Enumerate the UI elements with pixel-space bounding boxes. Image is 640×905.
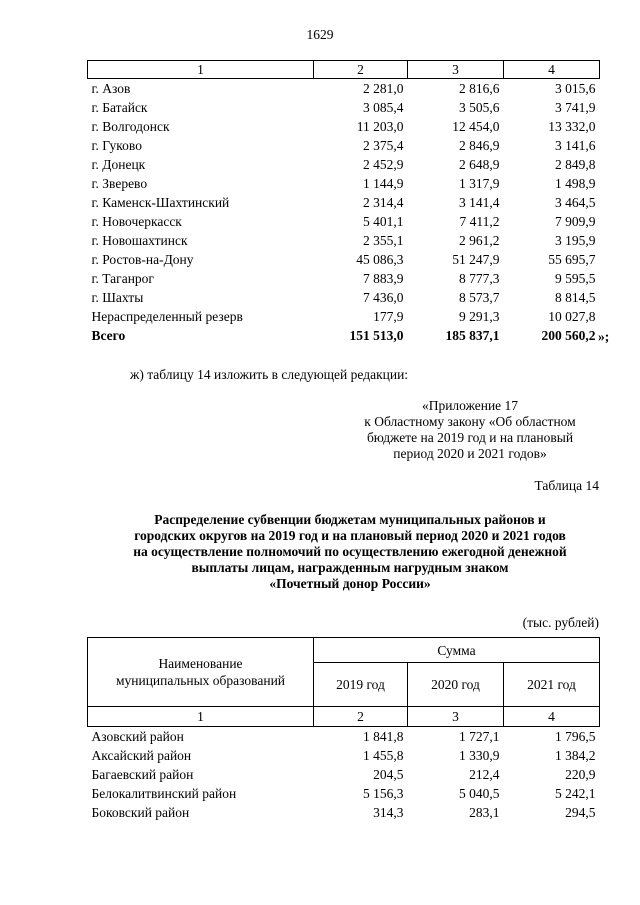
value-2021: 2 849,8	[555, 157, 596, 172]
column-number: 1	[88, 707, 314, 727]
value-2020: 212,4	[469, 767, 500, 782]
table-row	[88, 98, 600, 117]
table-row	[88, 155, 600, 174]
value-2021: 8 814,5	[555, 290, 596, 305]
row-name: г. Донецк	[91, 157, 146, 172]
value-2019: 2 452,9	[363, 157, 404, 172]
value-2019: 45 086,3	[356, 252, 404, 267]
column-header-year: 2019 год	[314, 663, 408, 707]
row-name: г. Новочеркасск	[91, 214, 182, 229]
appendix-line: бюджете на 2019 год и на плановый	[366, 430, 574, 445]
value-2019: 2 375,4	[363, 138, 404, 153]
header-line: муниципальных образований	[115, 673, 286, 688]
table-row	[88, 746, 600, 765]
row-name: Аксайский район	[91, 748, 192, 763]
header-cell: 4	[504, 61, 600, 79]
value-2019: 204,5	[373, 767, 404, 782]
table-row	[88, 727, 600, 747]
value-2019: 3 085,4	[363, 100, 404, 115]
row-name: Белокалитвинский район	[91, 786, 237, 801]
units-label: (тыс. рублей)	[522, 615, 599, 630]
value-2019: 2 355,1	[363, 233, 404, 248]
table-row	[88, 193, 600, 212]
value-2020: 3 141,4	[459, 195, 500, 210]
table-13-continuation	[87, 60, 600, 345]
table-row	[88, 231, 600, 250]
value-2020: 2 846,9	[459, 138, 500, 153]
table-row	[88, 269, 600, 288]
value-2021: 3 195,9	[555, 233, 596, 248]
row-name: г. Новошахтинск	[91, 233, 188, 248]
total-2019: 151 513,0	[349, 328, 404, 343]
header-line: Наименование	[158, 656, 243, 671]
row-name: Азовский район	[91, 729, 184, 744]
value-2019: 7 436,0	[363, 290, 404, 305]
value-2019: 177,9	[373, 309, 404, 324]
column-header-year: 2020 год	[408, 663, 504, 707]
value-2020: 2 961,2	[459, 233, 500, 248]
value-2019: 1 841,8	[363, 729, 404, 744]
total-label: Всего	[91, 328, 126, 343]
page-number: 1629	[306, 27, 334, 42]
value-2020: 8 777,3	[459, 271, 500, 286]
table-row	[88, 250, 600, 269]
value-2021: 3 015,6	[555, 81, 596, 96]
column-number: 2	[314, 707, 408, 727]
value-2021: 1 796,5	[555, 729, 596, 744]
value-2020: 1 317,9	[459, 176, 500, 191]
appendix-reference	[340, 398, 600, 462]
heading-line: на осуществление полномочий по осуществлению ежегодной денежной	[133, 544, 567, 559]
value-2020: 12 454,0	[452, 119, 500, 134]
value-2020: 283,1	[469, 805, 500, 820]
value-2021: 294,5	[565, 805, 596, 820]
table-row	[88, 288, 600, 307]
row-name: г. Зверево	[91, 176, 148, 191]
row-name: г. Каменск-Шахтинский	[91, 195, 230, 210]
value-2021: 1 384,2	[555, 748, 596, 763]
table-row	[88, 765, 600, 784]
row-name: Боковский район	[91, 805, 190, 820]
value-2020: 1 330,9	[459, 748, 500, 763]
value-2019: 1 144,9	[363, 176, 404, 191]
column-header-sum: Сумма	[314, 638, 600, 663]
column-header-name	[88, 638, 314, 707]
row-name: Багаевский район	[91, 767, 194, 782]
header-cell: 2	[314, 61, 408, 79]
value-2020: 2 648,9	[459, 157, 500, 172]
table-heading	[60, 512, 640, 592]
value-2020: 1 727,1	[459, 729, 500, 744]
value-2021: 9 595,5	[555, 271, 596, 286]
value-2019: 5 401,1	[363, 214, 404, 229]
value-2021: 1 498,9	[555, 176, 596, 191]
table-row	[88, 803, 600, 822]
value-2019: 314,3	[373, 805, 404, 820]
row-name: г. Волгодонск	[91, 119, 170, 134]
value-2019: 1 455,8	[363, 748, 404, 763]
column-number: 4	[504, 707, 600, 727]
table-header-row	[88, 61, 600, 79]
table-14	[87, 637, 600, 822]
row-name: г. Ростов-на-Дону	[91, 252, 194, 267]
value-2019: 7 883,9	[363, 271, 404, 286]
value-2020: 9 291,3	[459, 309, 500, 324]
table-row	[88, 784, 600, 803]
column-header-year: 2021 год	[504, 663, 600, 707]
table-row	[88, 174, 600, 193]
row-name: г. Батайск	[91, 100, 148, 115]
value-2021: 3 464,5	[555, 195, 596, 210]
value-2019: 2 281,0	[363, 81, 404, 96]
column-number: 3	[408, 707, 504, 727]
table-row	[88, 136, 600, 155]
total-2021: 200 560,2	[541, 328, 596, 343]
value-2021: 10 027,8	[548, 309, 596, 324]
column-number-row	[88, 707, 600, 727]
heading-line: Распределение субвенции бюджетам муниципальных районов и	[154, 512, 546, 527]
value-2020: 8 573,7	[459, 290, 500, 305]
appendix-line: «Приложение 17	[421, 398, 519, 413]
header-cell: 1	[88, 61, 314, 79]
value-2020: 7 411,2	[459, 214, 500, 229]
row-name: г. Шахты	[91, 290, 144, 305]
value-2019: 5 156,3	[363, 786, 404, 801]
value-2021: 13 332,0	[548, 119, 596, 134]
value-2020: 51 247,9	[452, 252, 500, 267]
appendix-line: к Областному закону «Об областном	[364, 414, 576, 429]
value-2020: 2 816,6	[459, 81, 500, 96]
table-row	[88, 117, 600, 136]
header-cell: 3	[408, 61, 504, 79]
amendment-instruction: ж) таблицу 14 изложить в следующей редакции:	[130, 367, 409, 382]
value-2021: 3 741,9	[555, 100, 596, 115]
value-2019: 11 203,0	[356, 119, 404, 134]
row-name: г. Таганрог	[91, 271, 154, 286]
row-name: г. Азов	[91, 81, 131, 96]
heading-line: городских округов на 2019 год и на плановый период 2020 и 2021 годов	[134, 528, 566, 543]
value-2020: 3 505,6	[459, 100, 500, 115]
appendix-line: период 2020 и 2021 годов»	[393, 446, 547, 461]
heading-line: «Почетный донор России»	[269, 576, 431, 591]
total-row	[88, 326, 600, 345]
table-row	[88, 79, 600, 99]
value-2020: 5 040,5	[459, 786, 500, 801]
value-2021: 7 909,9	[555, 214, 596, 229]
table-header-row	[88, 638, 600, 663]
value-2021: 5 242,1	[555, 786, 596, 801]
table-row	[88, 212, 600, 231]
row-name: г. Гуково	[91, 138, 142, 153]
total-2020: 185 837,1	[445, 328, 500, 343]
heading-line: выплаты лицам, награжденным нагрудным знаком	[191, 560, 509, 575]
closing-quote: »;	[598, 329, 610, 344]
row-name: Нераспределенный резерв	[91, 309, 243, 324]
table-label: Таблица 14	[534, 478, 599, 493]
value-2021: 55 695,7	[548, 252, 596, 267]
value-2021: 3 141,6	[555, 138, 596, 153]
table-row	[88, 307, 600, 326]
value-2021: 220,9	[565, 767, 596, 782]
value-2019: 2 314,4	[363, 195, 404, 210]
